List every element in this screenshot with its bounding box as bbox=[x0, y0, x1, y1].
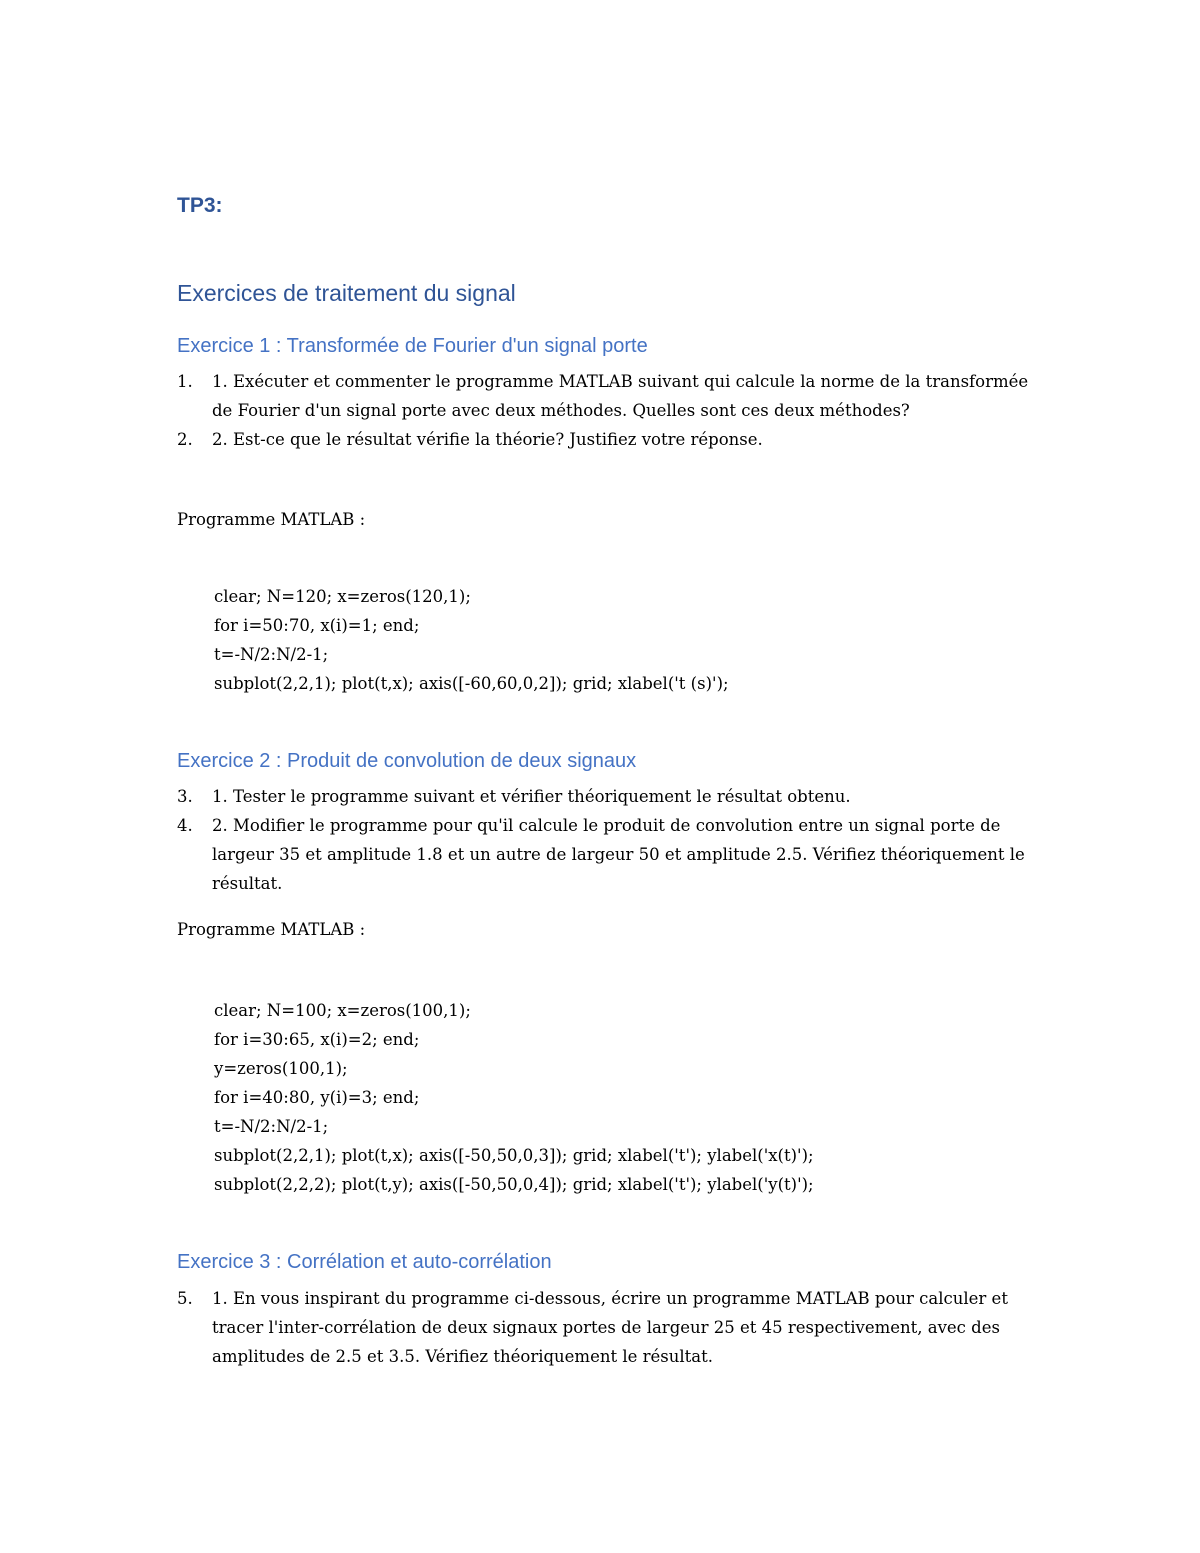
code-block bbox=[214, 582, 729, 698]
code-line: subplot(2,2,1); plot(t,x); axis([-50,50,0,3]); grid; xlabel('t'); ylabel('x(t)'); bbox=[214, 1146, 814, 1165]
code-line: t=-N/2:N/2-1; bbox=[214, 645, 329, 664]
exercise-3-heading: Exercice 3 : Corrélation et auto-corrélation bbox=[177, 1251, 552, 1273]
list-item bbox=[177, 367, 1037, 425]
document-title: Exercices de traitement du signal bbox=[177, 280, 516, 306]
tp-title: TP3: bbox=[177, 194, 223, 217]
exercise-2-heading: Exercice 2 : Produit de convolution de deux signaux bbox=[177, 750, 637, 772]
exercise-1-question-list bbox=[177, 367, 1037, 454]
code-line: for i=40:80, y(i)=3; end; bbox=[214, 1088, 420, 1107]
program-label: Programme MATLAB : bbox=[177, 510, 366, 529]
code-line: clear; N=100; x=zeros(100,1); bbox=[214, 1001, 471, 1020]
list-item bbox=[177, 782, 1037, 811]
code-line: subplot(2,2,2); plot(t,y); axis([-50,50,0,4]); grid; xlabel('t'); ylabel('y(t)'); bbox=[214, 1175, 814, 1194]
list-item-number: 4. bbox=[177, 816, 193, 835]
exercise-2-question-list bbox=[177, 782, 1037, 898]
exercise-3-question-list bbox=[177, 1284, 1037, 1371]
code-line: t=-N/2:N/2-1; bbox=[214, 1117, 329, 1136]
list-item bbox=[177, 425, 1037, 454]
list-item-text: 1. Exécuter et commenter le programme MATLAB suivant qui calcule la norme de la transformée de Fourier d'un signal porte avec deux méthodes. Quelles sont ces deux méthodes? bbox=[212, 372, 1029, 420]
code-line: for i=50:70, x(i)=1; end; bbox=[214, 616, 420, 635]
list-item-number: 2. bbox=[177, 430, 193, 449]
exercise-1-heading: Exercice 1 : Transformée de Fourier d'un signal porte bbox=[177, 335, 648, 357]
list-item-text: 2. Modifier le programme pour qu'il calcule le produit de convolution entre un signal porte de largeur 35 et amplitude 1.8 et un autre de largeur 50 et amplitude 2.5. Vérifiez théoriquement le résultat. bbox=[212, 816, 1025, 893]
list-item-number: 5. bbox=[177, 1289, 193, 1308]
code-line: subplot(2,2,1); plot(t,x); axis([-60,60,0,2]); grid; xlabel('t (s)'); bbox=[214, 674, 729, 693]
list-item-text: 1. En vous inspirant du programme ci-dessous, écrire un programme MATLAB pour calculer et tracer l'inter-corrélation de deux signaux portes de largeur 25 et 45 respectivement, avec des amplitudes de 2.5 et 3.5. Vérifiez théoriquement le résultat. bbox=[212, 1289, 1008, 1366]
code-block bbox=[214, 996, 814, 1199]
code-line: for i=30:65, x(i)=2; end; bbox=[214, 1030, 420, 1049]
code-line: clear; N=120; x=zeros(120,1); bbox=[214, 587, 471, 606]
list-item-number: 3. bbox=[177, 787, 193, 806]
list-item-number: 1. bbox=[177, 372, 193, 391]
code-line: y=zeros(100,1); bbox=[214, 1059, 348, 1078]
list-item-text: 2. Est-ce que le résultat vérifie la théorie? Justifiez votre réponse. bbox=[212, 430, 763, 449]
program-label: Programme MATLAB : bbox=[177, 920, 366, 939]
list-item bbox=[177, 1284, 1037, 1371]
list-item bbox=[177, 811, 1037, 898]
list-item-text: 1. Tester le programme suivant et vérifier théoriquement le résultat obtenu. bbox=[212, 787, 851, 806]
